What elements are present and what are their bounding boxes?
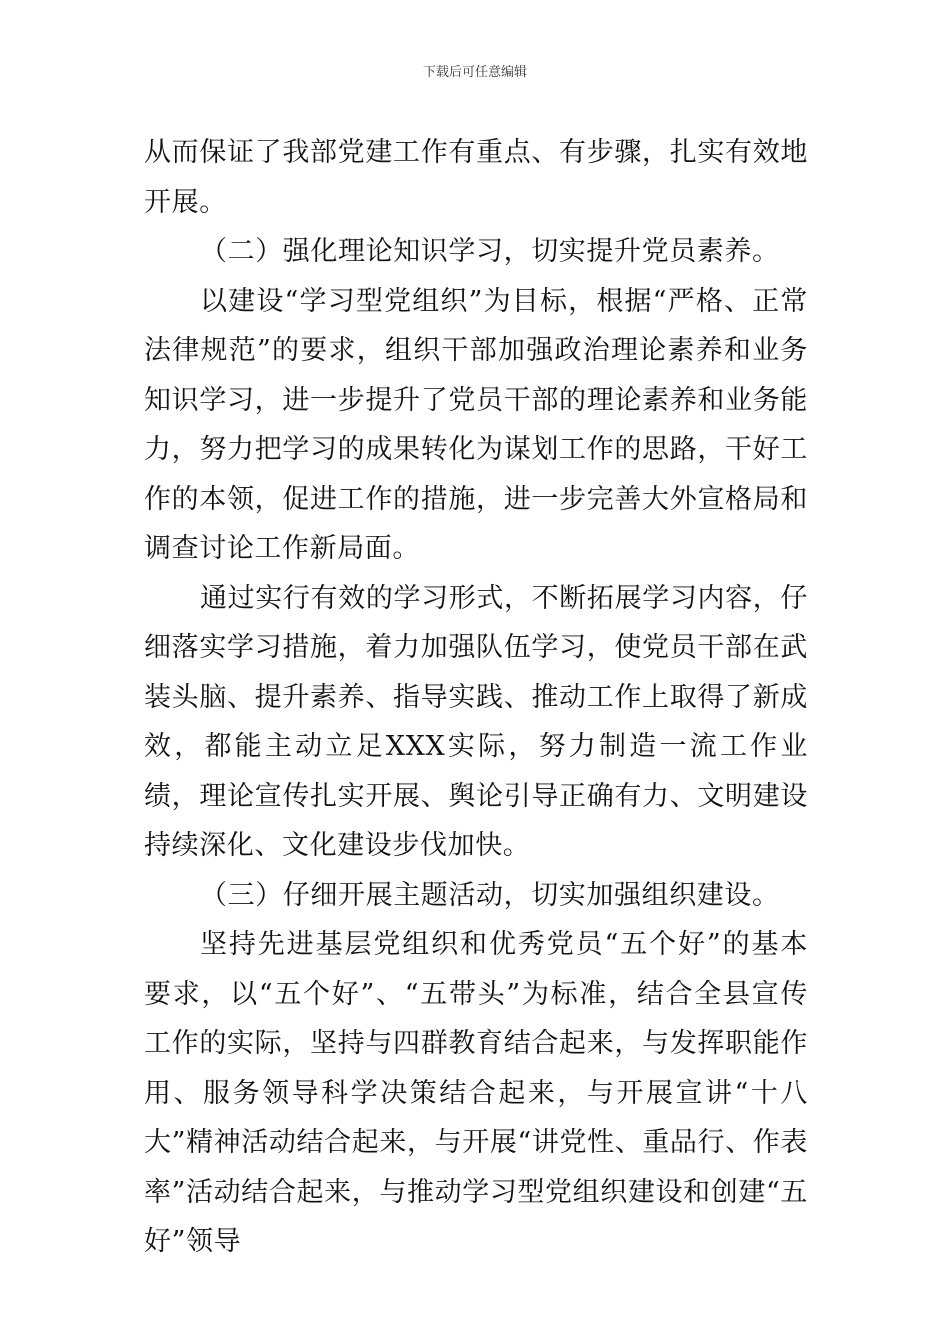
paragraph-continuation: 从而保证了我部党建工作有重点、有步骤，扎实有效地开展。 [144, 137, 808, 218]
section-heading-2: （二）强化理论知识学习，切实提升党员素养。 [200, 236, 780, 267]
paragraph-activities: 坚持先进基层党组织和优秀党员“五个好”的基本要求，以“五个好”、“五带头”为标准，结合全县宣传工作的实际，坚持与四群教育结合起来，与发挥职能作用、服务领导科学决策结合起来，与开展宣讲“十八大”精神活动结合起来，与开展“讲党性、重品行、作表率”活动结合起来，与推动学习型党组织建设和创建“五好”领导 [144, 929, 808, 1257]
document-body [144, 128, 808, 1267]
paragraph-study: 以建设“学习型党组织”为目标，根据“严格、正常法律规范”的要求，组织干部加强政治理论素养和业务知识学习，进一步提升了党员干部的理论素养和业务能力，努力把学习的成果转化为谋划工作的思路，干好工作的本领，促进工作的措施，进一步完善大外宣格局和调查讨论工作新局面。 [144, 285, 808, 564]
page-header: 下载后可任意编辑 [422, 65, 527, 80]
section-heading-3: （三）仔细开展主题活动，切实加强组织建设。 [200, 879, 780, 911]
paragraph-results: 通过实行有效的学习形式，不断拓展学习内容，仔细落实学习措施，着力加强队伍学习，使党员干部在武装头脑、提升素养、指导实践、推动工作上取得了新成效，都能主动立足XXX实际，努力制造一流工作业绩，理论宣传扎实开展、舆论引导正确有力、文明建设持续深化、文化建设步伐加快。 [144, 582, 808, 861]
